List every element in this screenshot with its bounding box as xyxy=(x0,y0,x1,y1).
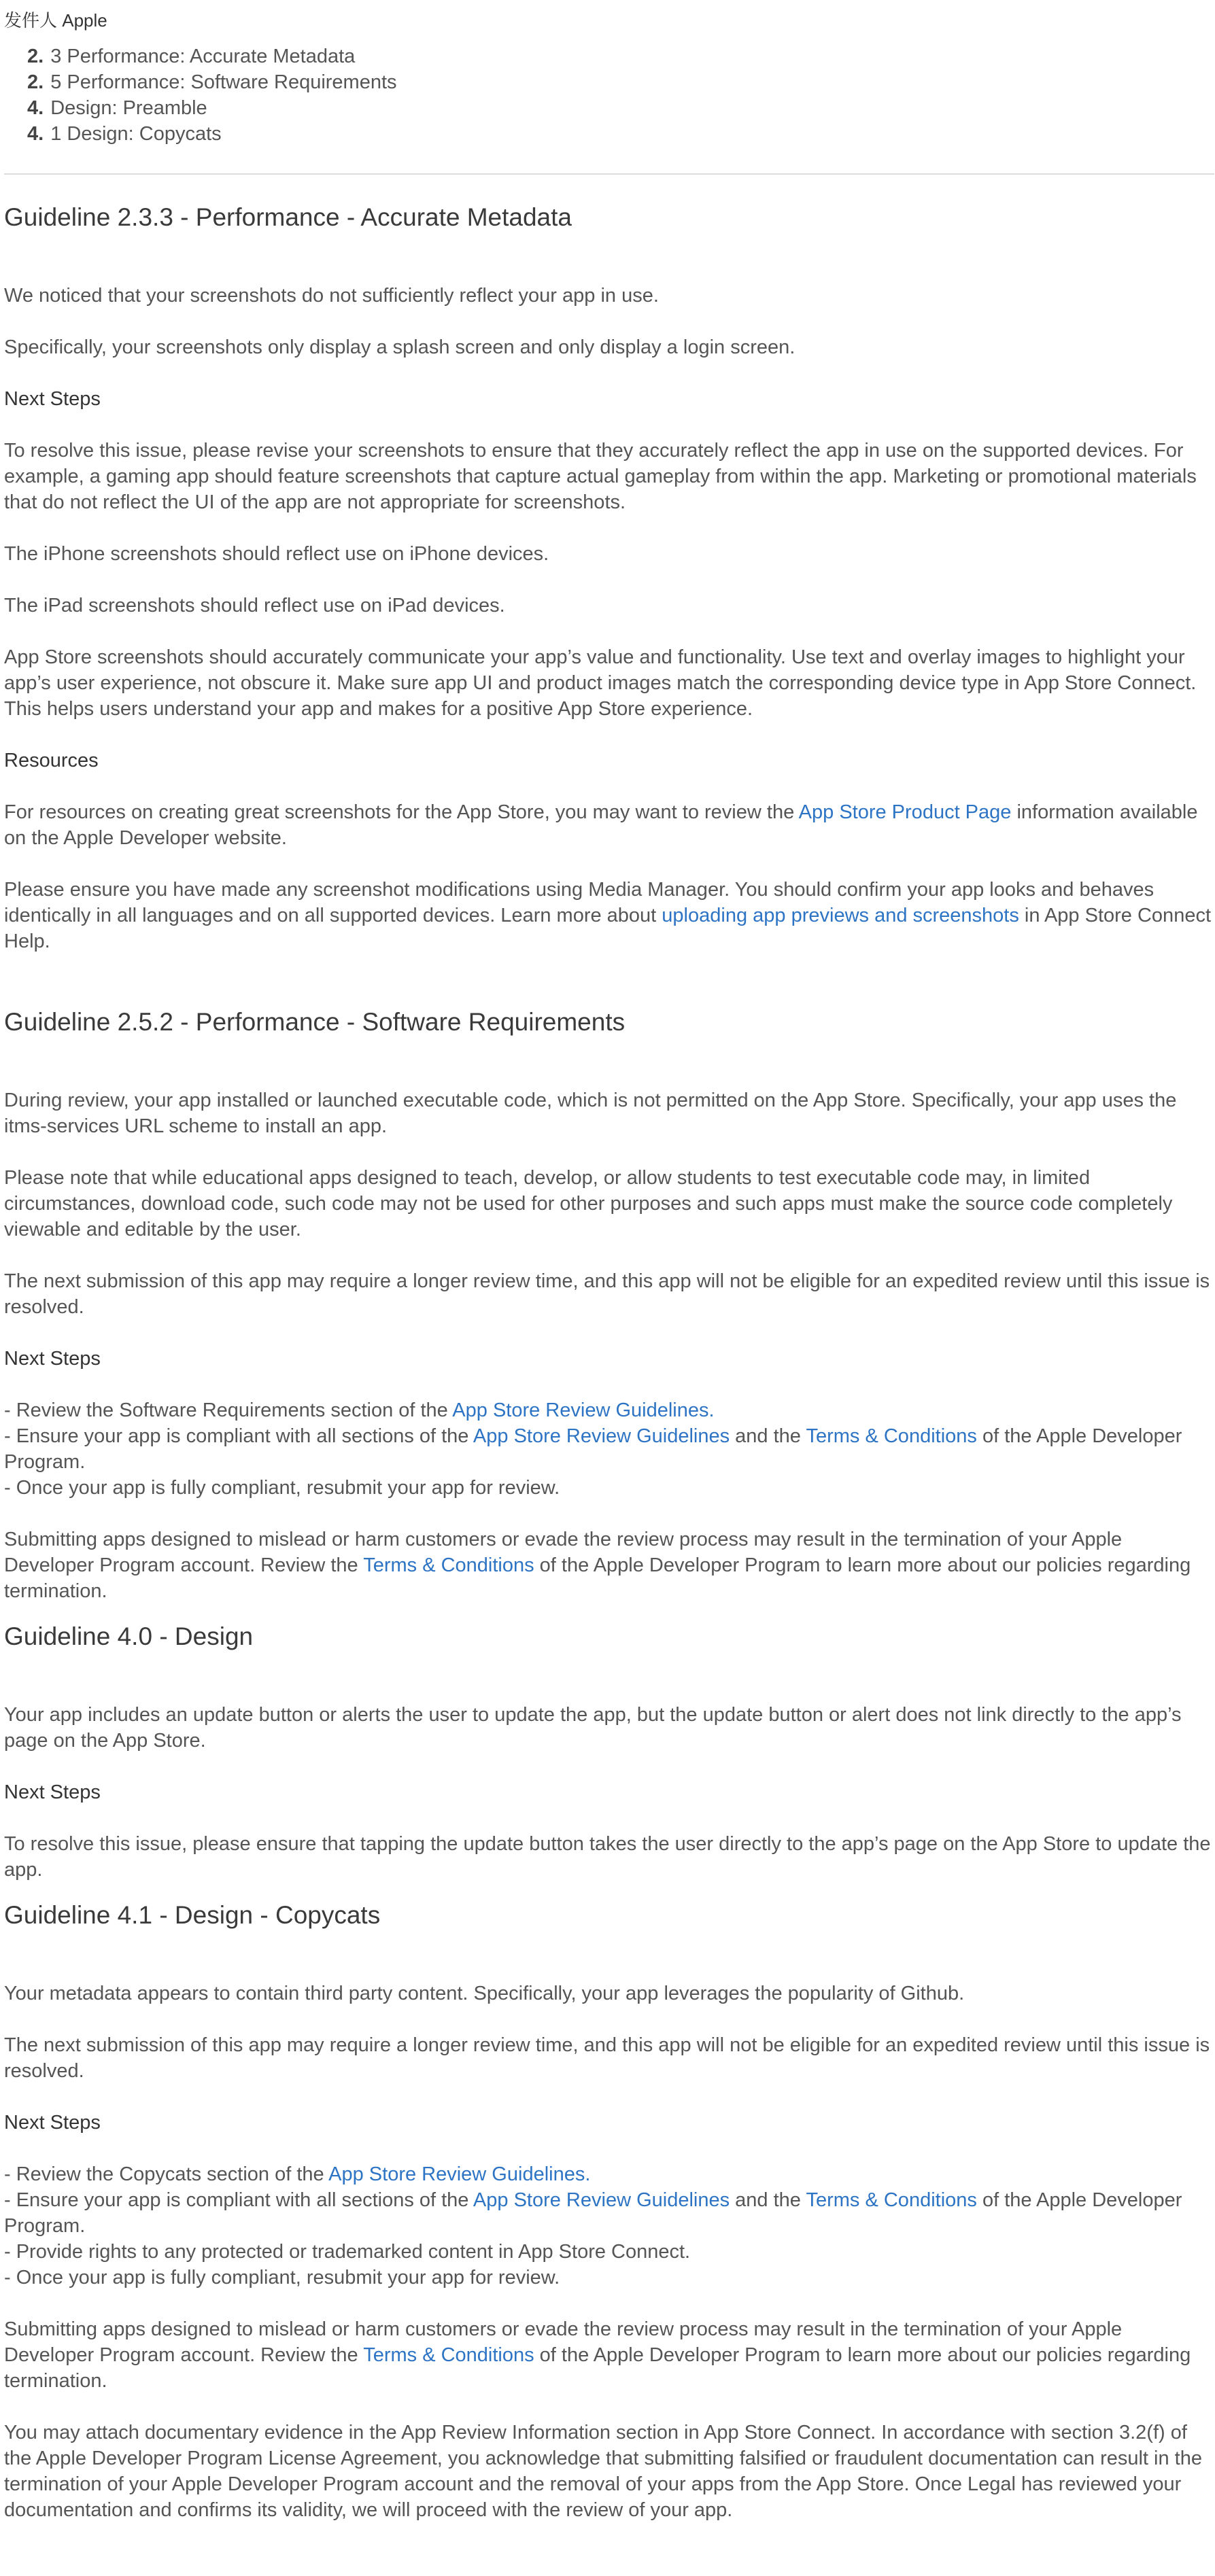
toc-item[interactable] xyxy=(27,69,397,95)
section-divider xyxy=(4,173,1214,175)
toc-item-label: 5 Performance: Software Requirements xyxy=(50,71,397,93)
terms-conditions-link[interactable]: Terms & Conditions xyxy=(363,1554,534,1576)
paragraph xyxy=(4,877,1215,954)
review-guidelines-link[interactable]: App Store Review Guidelines xyxy=(473,1425,730,1447)
section-title: Guideline 4.0 - Design xyxy=(4,1622,254,1650)
paragraph: Specifically, your screenshots only display a splash screen and only display a login screen. xyxy=(4,336,795,358)
guideline-4-1-section xyxy=(4,1899,1215,2523)
list-item xyxy=(4,2161,1215,2187)
text-run: . xyxy=(585,2163,591,2185)
section-title: Guideline 2.5.2 - Performance - Software Requirements xyxy=(4,1008,626,1036)
text-run: and the xyxy=(730,1425,806,1447)
text-run: . xyxy=(708,1399,715,1421)
text-run: Please ensure you have made any screenshot modifications using Media Manager. You should confirm your app looks and behaves identically in all languages and on all supported devices. Learn more about xyxy=(4,879,1154,926)
text-run: of the Apple Developer Program to learn more about our policies regarding termination. xyxy=(4,2344,1191,2392)
section-title: Guideline 2.3.3 - Performance - Accurate Metadata xyxy=(4,203,572,231)
toc-item[interactable] xyxy=(27,121,397,147)
next-steps-list xyxy=(4,2161,1215,2291)
terms-conditions-link[interactable]: Terms & Conditions xyxy=(363,2344,534,2366)
text-run: - Ensure your app is compliant with all sections of the xyxy=(4,1425,473,1447)
text-run: and the xyxy=(730,2189,806,2211)
guideline-2-3-3-section xyxy=(4,201,1215,954)
text-run: - Review the Software Requirements section of the xyxy=(4,1399,453,1421)
toc-item-label: Design: Preamble xyxy=(50,97,207,119)
paragraph: To resolve this issue, please revise your screenshots to ensure that they accurately reflect the app in use on the supported devices. For example, a gaming app should feature screenshots that capture actual gameplay from within the app. Marketing or promotional materials that do not reflect the UI of the app are not appropriate for screenshots. xyxy=(4,440,1197,513)
toc-item-label: 1 Design: Copycats xyxy=(50,123,222,145)
review-guidelines-link[interactable]: App Store Review Guidelines xyxy=(473,2189,730,2211)
next-steps-heading: Next Steps xyxy=(4,1781,101,1803)
list-item xyxy=(4,1397,1215,1423)
text-run: of the Apple Developer Program. xyxy=(4,1425,1182,1473)
paragraph: The iPad screenshots should reflect use on iPad devices. xyxy=(4,595,505,616)
paragraph: You may attach documentary evidence in the App Review Information section in App Store Connect. In accordance with section 3.2(f) of the Apple Developer Program License Agreement, you acknowledge that submitting falsified or fraudulent documentation can result in the termination of your Apple Developer Program account and the removal of your apps from the App Store. Once Legal has reviewed your documentation and confirms its validity, we will proceed with the review of your app. xyxy=(4,2422,1202,2521)
list-item: - Once your app is fully compliant, resubmit your app for review. xyxy=(4,1477,560,1499)
review-guidelines-link[interactable]: App Store Review Guidelines xyxy=(452,1399,709,1421)
paragraph: App Store screenshots should accurately communicate your app’s value and functionality. Use text and overlay images to highlight your app’s user experience, not obscure it. Make sure app UI and product images match the corresponding device type in App Store Connect. This helps users understand your app and makes for a positive App Store experience. xyxy=(4,646,1197,720)
text-run: information available on the Apple Developer website. xyxy=(4,801,1198,849)
guideline-4-0-section xyxy=(4,1620,1215,1883)
terms-conditions-link[interactable]: Terms & Conditions xyxy=(806,2189,977,2211)
list-item xyxy=(4,2187,1215,2239)
next-steps-heading: Next Steps xyxy=(4,388,101,410)
toc-item-number: 2. xyxy=(27,46,44,67)
guideline-2-5-2-section xyxy=(4,1006,1215,1604)
toc-item-label: 3 Performance: Accurate Metadata xyxy=(50,46,356,67)
sender-label: 发件人 Apple xyxy=(4,10,107,31)
paragraph: During review, your app installed or launched executable code, which is not permitted on the App Store. Specifically, your app uses the itms-services URL scheme to install an app. xyxy=(4,1090,1177,1137)
text-run: Submitting apps designed to mislead or harm customers or evade the review process may result in the termination of your Apple Developer Program account. Review the xyxy=(4,2318,1123,2366)
text-run: - Ensure your app is compliant with all sections of the xyxy=(4,2189,473,2211)
list-item: - Provide rights to any protected or trademarked content in App Store Connect. xyxy=(4,2241,691,2263)
paragraph: The next submission of this app may require a longer review time, and this app will not be eligible for an expedited review until this issue is resolved. xyxy=(4,1270,1210,1318)
list-item: - Once your app is fully compliant, resubmit your app for review. xyxy=(4,2267,560,2288)
toc-item-number: 2. xyxy=(27,71,44,93)
text-run: - Review the Copycats section of the xyxy=(4,2163,329,2185)
resources-heading: Resources xyxy=(4,750,99,771)
review-guidelines-link[interactable]: App Store Review Guidelines xyxy=(328,2163,585,2185)
paragraph: The next submission of this app may require a longer review time, and this app will not be eligible for an expedited review until this issue is resolved. xyxy=(4,2034,1210,2082)
paragraph: Your app includes an update button or alerts the user to update the app, but the update button or alert does not link directly to the app’s page on the App Store. xyxy=(4,1704,1182,1752)
terms-conditions-link[interactable]: Terms & Conditions xyxy=(806,1425,977,1447)
uploading-previews-link[interactable]: uploading app previews and screenshots xyxy=(662,905,1019,926)
paragraph: Please note that while educational apps designed to teach, develop, or allow students to test executable code may, in limited circumstances, download code, such code may not be used for other purposes and such apps must make the source code completely viewable and editable by the user. xyxy=(4,1167,1173,1240)
next-steps-heading: Next Steps xyxy=(4,2112,101,2134)
next-steps-list xyxy=(4,1397,1215,1501)
text-run: of the Apple Developer Program to learn more about our policies regarding termination. xyxy=(4,1554,1191,1602)
guideline-toc xyxy=(27,43,397,147)
paragraph xyxy=(4,2316,1215,2394)
text-run: in App Store Connect Help. xyxy=(4,905,1212,952)
email-body xyxy=(4,201,1215,2549)
text-run: of the Apple Developer Program. xyxy=(4,2189,1182,2237)
paragraph: To resolve this issue, please ensure that tapping the update button takes the user directly to the app’s page on the App Store to update the app. xyxy=(4,1833,1211,1881)
app-store-product-page-link[interactable]: App Store Product Page xyxy=(798,801,1012,823)
toc-item-number: 4. xyxy=(27,97,44,119)
paragraph: Your metadata appears to contain third party content. Specifically, your app leverages the popularity of Github. xyxy=(4,1983,965,2004)
section-title: Guideline 4.1 - Design - Copycats xyxy=(4,1901,381,1929)
paragraph: The iPhone screenshots should reflect use on iPhone devices. xyxy=(4,543,549,565)
toc-item-number: 4. xyxy=(27,123,44,145)
toc-item[interactable] xyxy=(27,95,397,121)
next-steps-heading: Next Steps xyxy=(4,1348,101,1370)
paragraph: We noticed that your screenshots do not sufficiently reflect your app in use. xyxy=(4,285,659,307)
toc-item[interactable] xyxy=(27,43,397,69)
text-run: For resources on creating great screenshots for the App Store, you may want to review the xyxy=(4,801,799,823)
list-item xyxy=(4,1423,1215,1475)
paragraph xyxy=(4,799,1215,851)
text-run: Submitting apps designed to mislead or harm customers or evade the review process may result in the termination of your Apple Developer Program account. Review the xyxy=(4,1529,1123,1576)
paragraph xyxy=(4,1527,1215,1604)
